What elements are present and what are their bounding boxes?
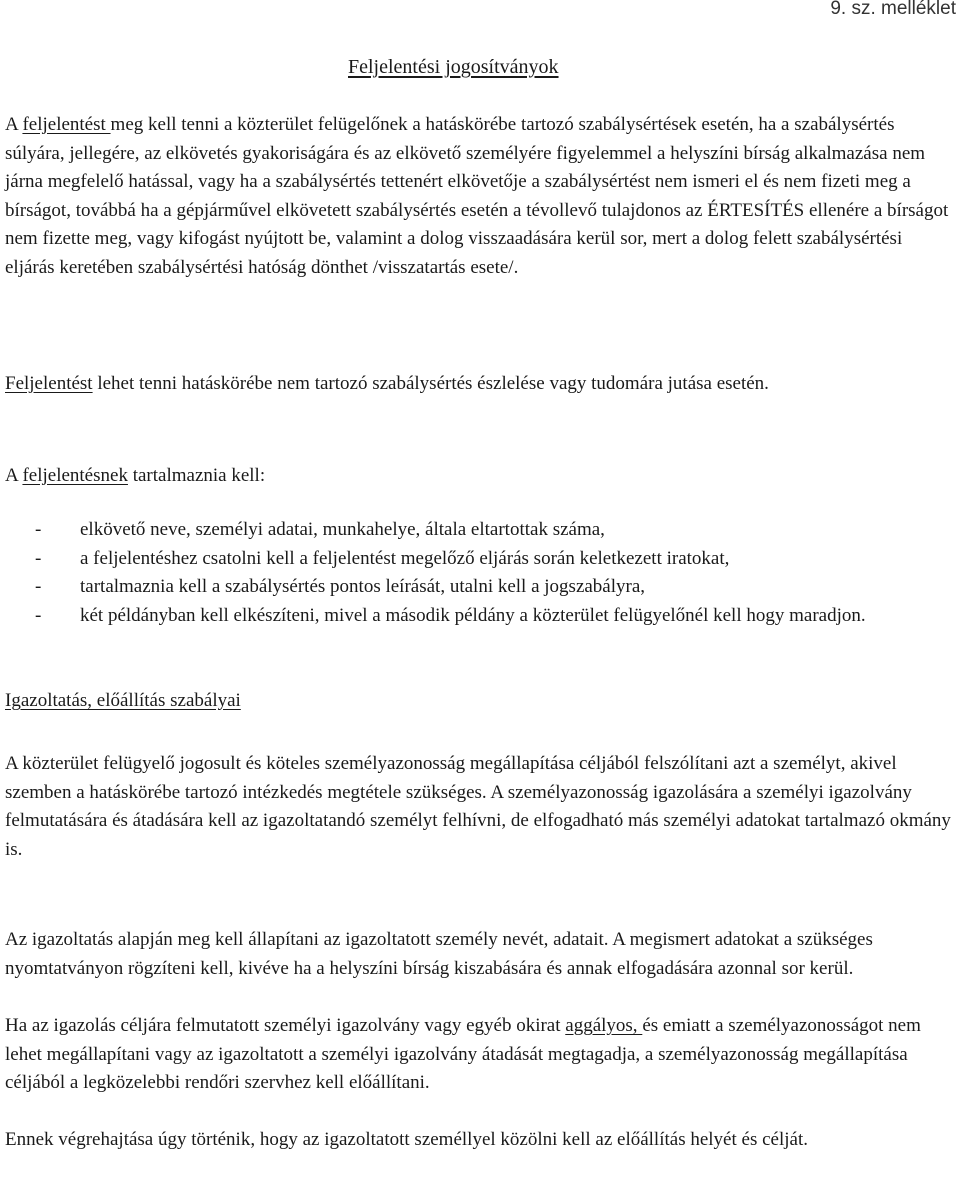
list-dash: - bbox=[35, 547, 42, 569]
list-dash: - bbox=[35, 519, 42, 540]
paragraph-denunciation-duty bbox=[5, 111, 955, 282]
paragraph-body: és emiatt a személyazonosságot nem lehet megállapítani vagy az igazoltatott a személyi igazolvány átadását megtagadja, a személyazonosság megállapítása céljából a legközelebbi rendőri szervhez kell előállítani. bbox=[5, 1015, 921, 1093]
paragraph-lead: A bbox=[5, 465, 23, 486]
paragraph-escort bbox=[5, 1012, 955, 1098]
list-item bbox=[5, 516, 955, 545]
list-item bbox=[5, 573, 955, 602]
list-dash: - bbox=[35, 576, 42, 597]
paragraph-identification-data: Az igazoltatás alapján meg kell állapítani az igazoltatott személy nevét, adatait. A megismert adatokat a szükséges nyomtatványon rögzíteni kell, kivéve ha a helyszíni bírság kiszabására és annak elfogadására azonnal sor kerül. bbox=[5, 929, 873, 979]
underlined-term: feljelentést bbox=[22, 114, 111, 135]
paragraph-lead: A bbox=[5, 114, 23, 135]
list-item-text: tartalmaznia kell a szabálysértés pontos leírását, utalni kell a jogszabályra, bbox=[80, 576, 646, 597]
underlined-term: Feljelentést bbox=[5, 373, 93, 394]
list-item bbox=[5, 602, 955, 631]
list-item-text: elkövető neve, személyi adatai, munkahelye, általa eltartottak száma, bbox=[80, 519, 605, 540]
list-item bbox=[5, 545, 955, 574]
paragraph-body: tartalmaznia kell: bbox=[127, 465, 266, 486]
paragraph-denunciation-contents bbox=[5, 462, 955, 491]
list-dash: - bbox=[35, 604, 42, 626]
page-title: Feljelentési jogosítványok bbox=[348, 56, 559, 78]
paragraph-denunciation-optional bbox=[5, 370, 955, 399]
paragraph-escort-execution: Ennek végrehajtása úgy történik, hogy az igazoltatott személlyel közölni kell az előállítás helyét és célját. bbox=[5, 1129, 808, 1150]
paragraph-body: meg kell tenni a közterület felügelőnek a hatáskörébe tartozó szabálysértések esetén, ha a szabálysértés súlyára, jellegére, az elkövetés gyakoriságára és az elkövető személyére figyelemmel a helyszíni bírság alkalmazása nem járna megfelelő hatással, vagy ha a szabálysértés tettenért elkövetője a szabálysértést nem ismeri el és nem fizeti meg a bírságot, továbbá ha a gépjárművel elkövetett szabálysértés esetén a tévollevő tulajdonos az ÉRTESÍTÉS ellenére a bírságot nem fizette meg, vagy kifogást nyújtott be, valamint a dolog visszaadására kerül sor, mert a dolog felett szabálysértési eljárás keretében szabálysértési hatóság dönthet /visszatartás esete/. bbox=[5, 114, 949, 278]
underlined-term: aggályos, bbox=[565, 1015, 643, 1036]
list-item-text: a feljelentéshez csatolni kell a feljelentést megelőző eljárás során keletkezett iratokat, bbox=[80, 547, 730, 569]
paragraph-lead: Ha az igazolás céljára felmutatott személyi igazolvány vagy egyéb okirat bbox=[5, 1015, 566, 1036]
paragraph-body: lehet tenni hatáskörébe nem tartozó szabálysértés észlelése vagy tudomára jutása esetén. bbox=[92, 373, 769, 394]
contents-list bbox=[5, 516, 955, 630]
list-item-text: két példányban kell elkészíteni, mivel a második példány a közterület felügyelőnél kell hogy maradjon. bbox=[80, 604, 866, 626]
paragraph-identification-duty: A közterület felügyelő jogosult és köteles személyazonosság megállapítása céljából felszólítani azt a személyt, akivel szemben a hatáskörébe tartozó intézkedés megtétele szükséges. A személyazonosság igazolására a személyi igazolvány felmutatására és átadására kell az igazoltatandó személyt felhívni, de elfogadható más személyi adatokat tartalmazó okmány is. bbox=[5, 753, 951, 860]
underlined-term: feljelentésnek bbox=[22, 465, 128, 486]
annex-label: 9. sz. melléklet bbox=[830, 0, 956, 19]
section-heading: Igazoltatás, előállítás szabályai bbox=[5, 690, 241, 711]
